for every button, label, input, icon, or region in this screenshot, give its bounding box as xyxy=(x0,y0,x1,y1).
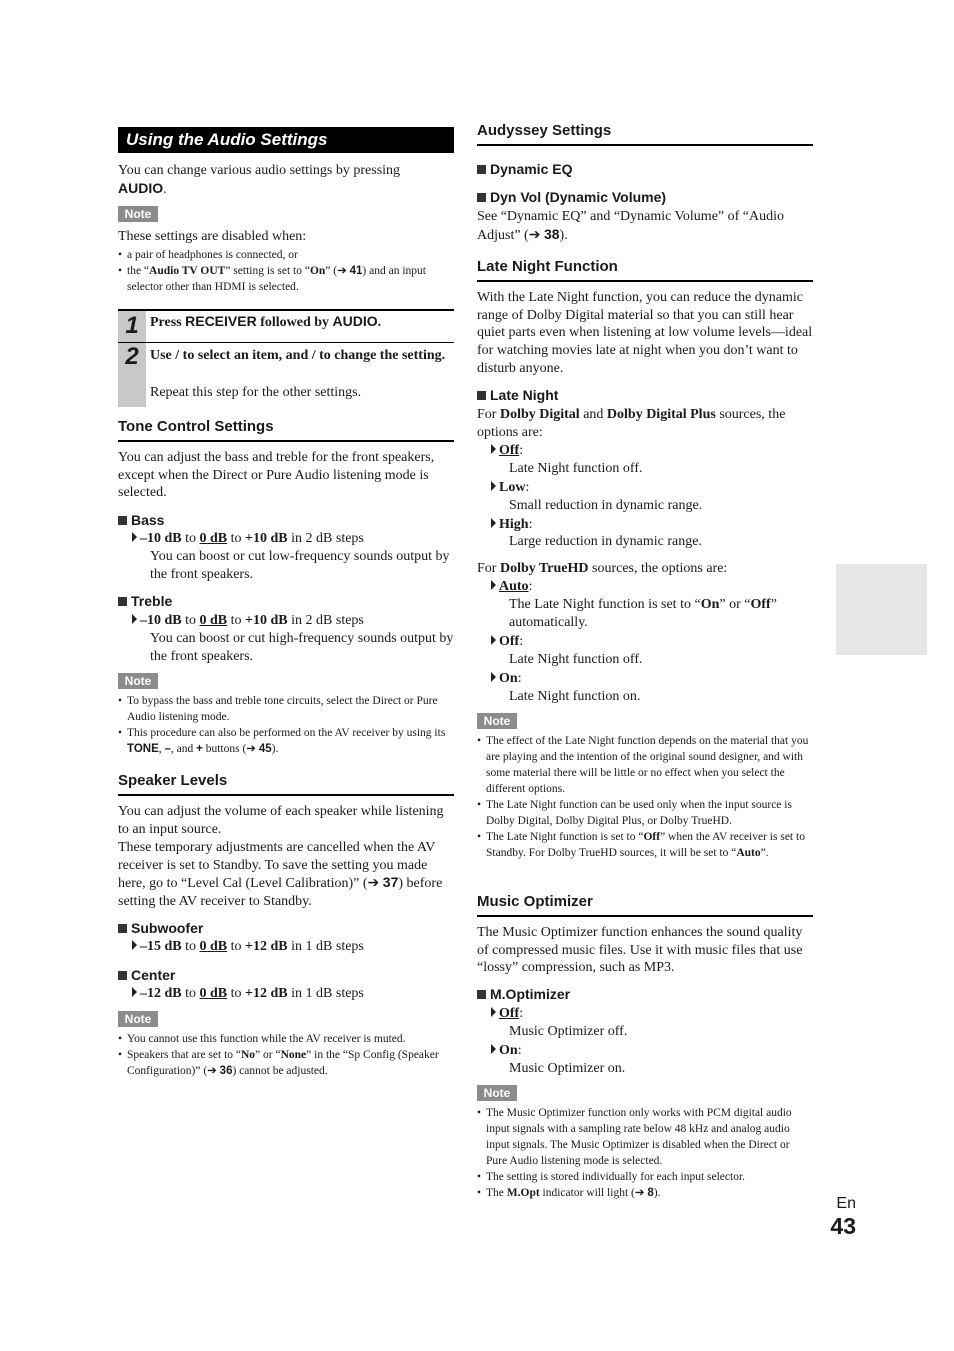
page-number: 43 xyxy=(830,1213,856,1239)
note-badge: Note xyxy=(118,673,158,689)
triangle-bullet-icon xyxy=(491,444,496,454)
step-1 xyxy=(118,309,454,344)
section-banner: Using the Audio Settings xyxy=(118,127,454,153)
center-range: –12 dB to 0 dB to +12 dB in 1 dB steps xyxy=(132,985,364,1003)
triangle-bullet-icon xyxy=(491,580,496,590)
triangle-bullet-icon xyxy=(132,532,137,542)
side-tab xyxy=(836,564,927,655)
triangle-bullet-icon xyxy=(132,987,137,997)
see-text: See “Dynamic EQ” and “Dynamic Volume” of “Audio Adjust” (➔ 38). xyxy=(477,209,785,243)
option-off-2-desc: Late Night function off. xyxy=(509,652,643,667)
m-opt-on-desc: Music Optimizer on. xyxy=(509,1061,626,1076)
square-bullet-icon xyxy=(118,924,127,933)
tone-notes xyxy=(118,693,454,757)
step-2-text: Use / to select an item, and / to change the setting. xyxy=(150,348,446,363)
center-label: Center xyxy=(118,967,175,983)
music-optimizer-heading: Music Optimizer xyxy=(477,893,813,917)
dd-options-text: For Dolby Digital and Dolby Digital Plus sources, the options are: xyxy=(477,407,786,440)
speaker-notes xyxy=(118,1031,454,1079)
treble-range: –10 dB to 0 dB to +10 dB in 2 dB steps xyxy=(132,612,364,630)
triangle-bullet-icon xyxy=(132,614,137,624)
option-high-desc: Large reduction in dynamic range. xyxy=(509,534,702,549)
list-item: • The setting is stored individually for each input selector. xyxy=(477,1169,813,1185)
tone-heading: Tone Control Settings xyxy=(118,418,454,442)
speaker-heading: Speaker Levels xyxy=(118,772,454,796)
bass-label: Bass xyxy=(118,512,164,528)
note-badge: Note xyxy=(118,206,158,222)
music-optimizer-text: The Music Optimizer function enhances the sound quality of compressed music files. Use it with music files that use “lossy” compression, such as MP3. xyxy=(477,925,803,976)
disabled-list xyxy=(118,247,454,295)
triangle-bullet-icon xyxy=(491,1044,496,1054)
step-number: 2 xyxy=(118,343,146,407)
late-night-text: With the Late Night function, you can reduce the dynamic range of Dolby Digital material so that you can still hear quiet parts even when listening at low volume levels—ideal for watching movies late at night when you don’t want to disturb anyone. xyxy=(477,290,813,376)
truehd-options-text: For Dolby TrueHD sources, the options are: xyxy=(477,561,728,576)
triangle-bullet-icon xyxy=(491,1007,496,1017)
step-2 xyxy=(118,342,454,407)
music-optimizer-notes xyxy=(477,1105,813,1201)
triangle-bullet-icon xyxy=(491,672,496,682)
square-bullet-icon xyxy=(118,971,127,980)
language-label: En xyxy=(836,1195,856,1212)
option-auto-desc: The Late Night function is set to “On” or “Off” automatically. xyxy=(509,597,777,630)
note-badge: Note xyxy=(477,713,517,729)
square-bullet-icon xyxy=(118,516,127,525)
triangle-bullet-icon xyxy=(491,635,496,645)
m-opt-off: Off: xyxy=(491,1005,523,1023)
subwoofer-label: Subwoofer xyxy=(118,920,203,936)
step-2-subtext: Repeat this step for the other settings. xyxy=(150,385,362,400)
audyssey-heading: Audyssey Settings xyxy=(477,122,813,146)
list-item: • The Late Night function is set to “Off” when the AV receiver is set to Standby. For Dolby TrueHD sources, it will be set to “Auto”. xyxy=(477,829,813,861)
bass-range: –10 dB to 0 dB to +10 dB in 2 dB steps xyxy=(132,530,364,548)
subwoofer-range: –15 dB to 0 dB to +12 dB in 1 dB steps xyxy=(132,938,364,956)
step-number: 1 xyxy=(118,311,146,344)
dyn-vol-label: Dyn Vol (Dynamic Volume) xyxy=(477,189,666,205)
list-item: • The Late Night function can be used only when the input source is Dolby Digital, Dolby Digital Plus, or Dolby TrueHD. xyxy=(477,797,813,829)
square-bullet-icon xyxy=(477,165,486,174)
disabled-when: These settings are disabled when: xyxy=(118,229,307,244)
list-item: • This procedure can also be performed on the AV receiver by using its TONE, –, and + buttons (➔ 45). xyxy=(118,725,454,757)
triangle-bullet-icon xyxy=(491,518,496,528)
list-item: • You cannot use this function while the AV receiver is muted. xyxy=(118,1031,454,1047)
list-item: • The Music Optimizer function only works with PCM digital audio input signals with a sampling rate below 48 kHz and analog audio input signals. The Music Optimizer is disabled when the Direct or Pure Audio listening mode is selected. xyxy=(477,1105,813,1169)
square-bullet-icon xyxy=(118,597,127,606)
square-bullet-icon xyxy=(477,193,486,202)
m-opt-on: On: xyxy=(491,1042,522,1060)
note-badge: Note xyxy=(477,1085,517,1101)
square-bullet-icon xyxy=(477,990,486,999)
audio-key: AUDIO xyxy=(118,179,164,196)
list-item: • To bypass the bass and treble tone circuits, select the Direct or Pure Audio listening mode. xyxy=(118,693,454,725)
m-opt-off-desc: Music Optimizer off. xyxy=(509,1024,628,1039)
note-badge: Note xyxy=(118,1011,158,1027)
late-night-label: Late Night xyxy=(477,387,558,403)
list-item: • the “Audio TV OUT” setting is set to “On” (➔ 41) and an input selector other than HDMI is selected. xyxy=(118,263,454,295)
m-optimizer-label: M.Optimizer xyxy=(477,986,570,1002)
intro-text: You can change various audio settings by pressing xyxy=(118,163,401,178)
triangle-bullet-icon xyxy=(132,940,137,950)
option-on: On: xyxy=(491,670,522,688)
speaker-text-2: These temporary adjustments are cancelled when the AV receiver is set to Standby. To save the setting you made here, go to “Level Cal (Level Calibration)” (➔ 37) before setting the AV receiver to Standby. xyxy=(118,840,443,910)
step-1-text: Press RECEIVER followed by AUDIO. xyxy=(150,313,382,330)
tone-text: You can adjust the bass and treble for the front speakers, except when the Direct or Pure Audio listening mode is selected. xyxy=(118,450,435,501)
treble-label: Treble xyxy=(118,593,172,609)
list-item: • The M.Opt indicator will light (➔ 8). xyxy=(477,1185,813,1201)
option-off: Off: xyxy=(491,442,523,460)
intro-paragraph: You can change various audio settings by pressing AUDIO. xyxy=(118,163,401,197)
option-low: Low: xyxy=(491,479,529,497)
option-off-desc: Late Night function off. xyxy=(509,461,643,476)
list-item: • a pair of headphones is connected, or xyxy=(118,247,454,263)
late-night-heading: Late Night Function xyxy=(477,258,813,282)
speaker-text-1: You can adjust the volume of each speaker while listening to an input source. xyxy=(118,804,444,837)
list-item: • Speakers that are set to “No” or “None” in the “Sp Config (Speaker Configuration)” (➔ 36) cannot be adjusted. xyxy=(118,1047,454,1079)
treble-desc: You can boost or cut high-frequency sounds output by the front speakers. xyxy=(150,631,454,664)
list-item: • The effect of the Late Night function depends on the material that you are playing and the intention of the original sound designer, and with some material there will be little or no effect when you select the different options. xyxy=(477,733,813,797)
triangle-bullet-icon xyxy=(491,481,496,491)
page-footer xyxy=(830,1195,856,1239)
bass-desc: You can boost or cut low-frequency sounds output by the front speakers. xyxy=(150,549,450,582)
option-off-2: Off: xyxy=(491,633,523,651)
dynamic-eq-label: Dynamic EQ xyxy=(477,161,572,177)
square-bullet-icon xyxy=(477,391,486,400)
late-night-notes xyxy=(477,733,813,861)
option-on-desc: Late Night function on. xyxy=(509,689,641,704)
option-high: High: xyxy=(491,516,532,534)
option-low-desc: Small reduction in dynamic range. xyxy=(509,498,703,513)
option-auto: Auto: xyxy=(491,578,532,596)
